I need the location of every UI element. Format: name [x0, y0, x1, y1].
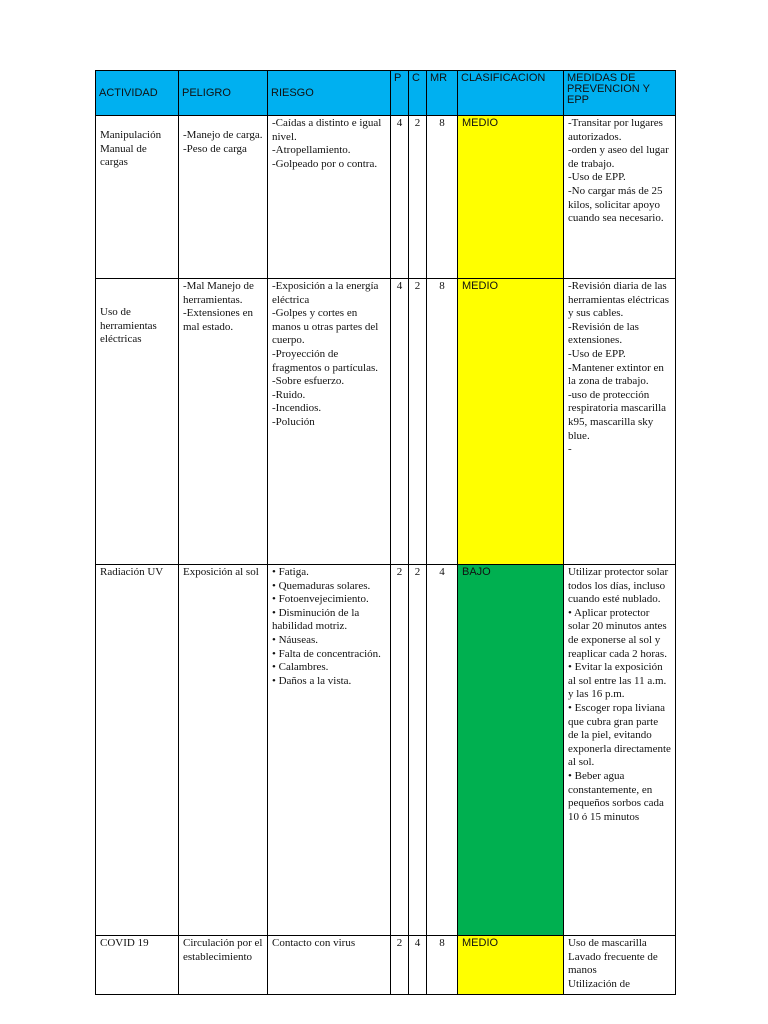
- cell-peligro: Circulación por el establecimiento: [179, 936, 268, 995]
- table-row: [96, 116, 676, 279]
- cell-medidas: Utilizar protector solar todos los días, incluso cuando esté nublado. • Aplicar protector solar 20 minutos antes de exponerse al sol y reaplicar cada 2 horas. • Evitar la exposición al sol entre las 11 a.m. y las 16 p.m. • Escoger ropa liviana que cubra gran parte de la piel, evitando exponerla directamente al sol. • Beber agua constantemente, en pequeños sorbos cada 10 ó 15 minutos: [564, 565, 676, 936]
- cell-medidas: -Revisión diaria de las herramientas eléctricas y sus cables. -Revisión de las extensiones. -Uso de EPP. -Mantener extintor en la zona de trabajo. -uso de protección respiratoria mascarilla k95, mascarilla sky blue. -: [564, 279, 676, 565]
- table-row: [96, 279, 676, 565]
- cell-mr: 8: [427, 936, 458, 995]
- header-actividad: ACTIVIDAD: [96, 71, 179, 116]
- table-row: [96, 936, 676, 995]
- cell-mr: 8: [427, 279, 458, 565]
- cell-riesgo: • Fatiga. • Quemaduras solares. • Fotoenvejecimiento. • Disminución de la habilidad motriz. • Náuseas. • Falta de concentración. • Calambres. • Daños a la vista.: [268, 565, 391, 936]
- cell-riesgo: Contacto con virus: [268, 936, 391, 995]
- cell-c: 2: [409, 565, 427, 936]
- table-row: [96, 565, 676, 936]
- cell-mr: 8: [427, 116, 458, 279]
- cell-mr: 4: [427, 565, 458, 936]
- cell-p: 4: [391, 279, 409, 565]
- cell-actividad: Manipulación Manual de cargas: [96, 116, 179, 279]
- header-riesgo: RIESGO: [268, 71, 391, 116]
- cell-medidas: Uso de mascarilla Lavado frecuente de manos Utilización de: [564, 936, 676, 995]
- cell-p: 4: [391, 116, 409, 279]
- cell-clasificacion: BAJO: [458, 565, 564, 936]
- header-medidas: MEDIDAS DE PREVENCION Y EPP: [564, 71, 676, 116]
- table-header-row: [96, 71, 676, 116]
- cell-actividad: Radiación UV: [96, 565, 179, 936]
- header-clasificacion: CLASIFICACION: [458, 71, 564, 116]
- cell-c: 4: [409, 936, 427, 995]
- cell-c: 2: [409, 279, 427, 565]
- cell-clasificacion: MEDIO: [458, 936, 564, 995]
- cell-clasificacion: MEDIO: [458, 279, 564, 565]
- cell-riesgo: -Exposición a la energía eléctrica -Golpes y cortes en manos u otras partes del cuerpo. -Proyección de fragmentos o partículas. -Sobre esfuerzo. -Ruido. -Incendios. -Polución: [268, 279, 391, 565]
- cell-p: 2: [391, 565, 409, 936]
- cell-p: 2: [391, 936, 409, 995]
- cell-actividad: COVID 19: [96, 936, 179, 995]
- cell-actividad: Uso de herramientas eléctricas: [96, 279, 179, 565]
- cell-peligro: -Manejo de carga. -Peso de carga: [179, 116, 268, 279]
- risk-matrix-table: [95, 70, 676, 995]
- header-c: C: [409, 71, 427, 116]
- cell-medidas: -Transitar por lugares autorizados. -orden y aseo del lugar de trabajo. -Uso de EPP. -No cargar más de 25 kilos, solicitar apoyo cuando sea necesario.: [564, 116, 676, 279]
- header-peligro: PELIGRO: [179, 71, 268, 116]
- cell-riesgo: -Caídas a distinto e igual nivel. -Atropellamiento. -Golpeado por o contra.: [268, 116, 391, 279]
- cell-c: 2: [409, 116, 427, 279]
- cell-clasificacion: MEDIO: [458, 116, 564, 279]
- cell-peligro: Exposición al sol: [179, 565, 268, 936]
- cell-peligro: -Mal Manejo de herramientas. -Extensiones en mal estado.: [179, 279, 268, 565]
- header-mr: MR: [427, 71, 458, 116]
- header-p: P: [391, 71, 409, 116]
